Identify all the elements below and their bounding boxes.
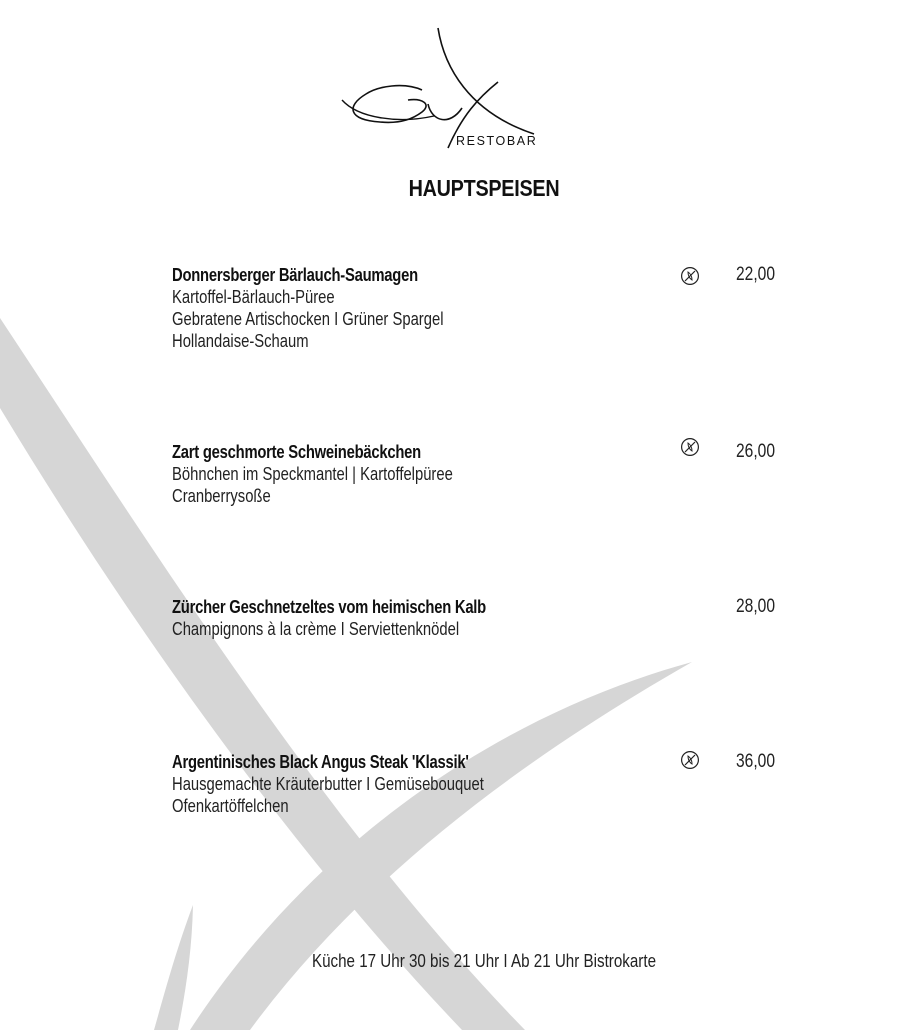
dish-price: 22,00 bbox=[736, 264, 775, 285]
no-gluten-icon bbox=[680, 266, 700, 286]
dish-description: Hausgemachte Kräuterbutter I Gemüsebouquet bbox=[172, 773, 484, 794]
page-title: HAUPTSPEISEN bbox=[408, 175, 560, 201]
dish-price: 26,00 bbox=[736, 441, 775, 462]
menu-item bbox=[172, 596, 792, 640]
restobar-logo bbox=[338, 26, 574, 154]
kitchen-hours-note: Küche 17 Uhr 30 bis 21 Uhr I Ab 21 Uhr Bistrokarte bbox=[311, 950, 657, 971]
dish-name: Donnersberger Bärlauch-Saumagen bbox=[172, 264, 418, 285]
dish-description: Kartoffel-Bärlauch-Püree bbox=[172, 286, 335, 307]
dish-price: 36,00 bbox=[736, 751, 775, 772]
logo-subtitle: RESTOBAR bbox=[456, 134, 538, 148]
no-gluten-icon bbox=[680, 750, 700, 770]
watermark-swoosh-large bbox=[0, 318, 525, 1030]
dish-description: Ofenkartöffelchen bbox=[172, 795, 289, 816]
no-gluten-icon bbox=[680, 437, 700, 457]
dish-price: 28,00 bbox=[736, 596, 775, 617]
dish-name: Zart geschmorte Schweinebäckchen bbox=[172, 441, 421, 462]
dish-description: Gebratene Artischocken I Grüner Spargel bbox=[172, 308, 444, 329]
dish-description: Böhnchen im Speckmantel | Kartoffelpüree bbox=[172, 463, 453, 484]
dish-description: Hollandaise-Schaum bbox=[172, 330, 309, 351]
dish-description: Cranberrysoße bbox=[172, 485, 271, 506]
dish-name: Argentinisches Black Angus Steak 'Klassik' bbox=[172, 751, 469, 772]
dish-description: Champignons à la crème I Serviettenknödel bbox=[172, 618, 460, 639]
dish-name: Zürcher Geschnetzeltes vom heimischen Kalb bbox=[172, 596, 486, 617]
